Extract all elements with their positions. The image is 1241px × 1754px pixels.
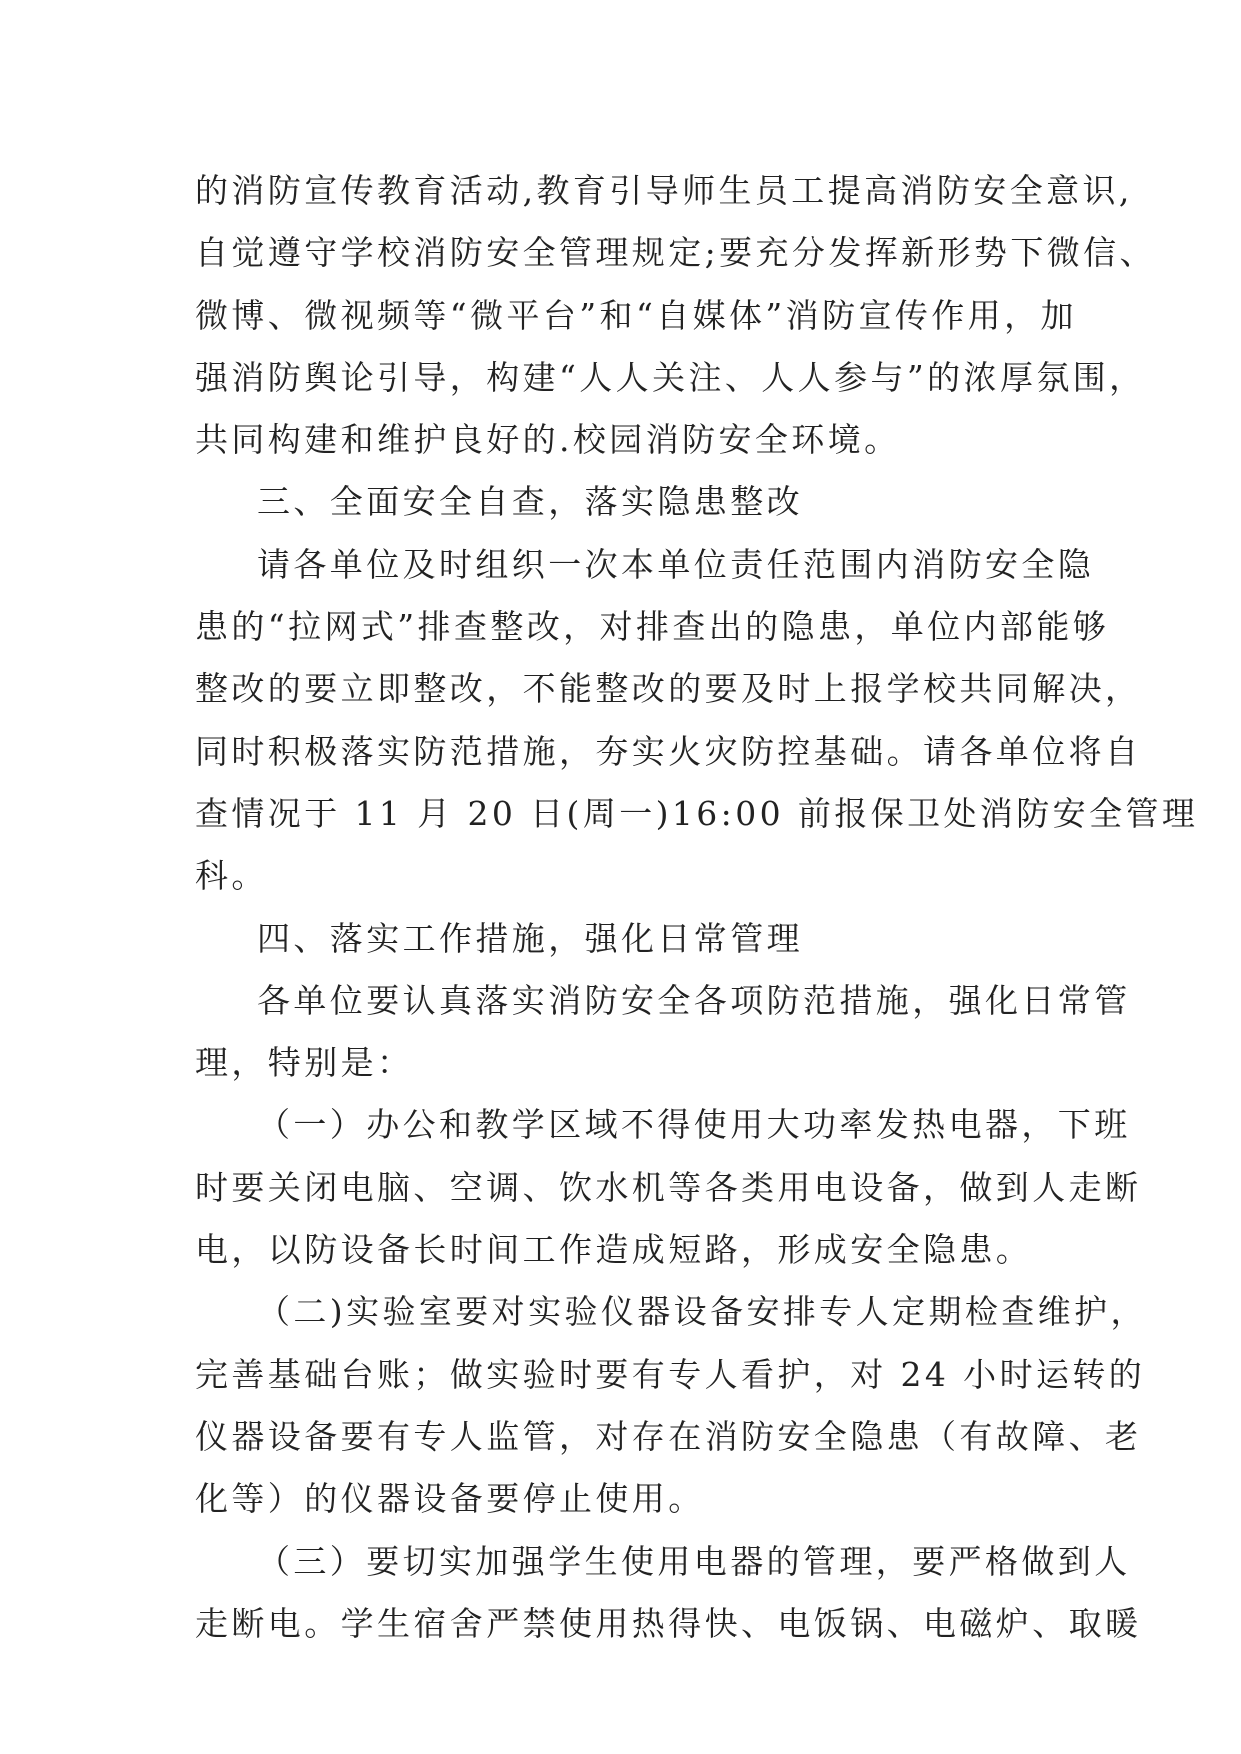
list-item-line: （一）办公和教学区域不得使用大功率发热电器，下班	[257, 1105, 1131, 1145]
paragraph-line: 各单位要认真落实消防安全各项防范措施，强化日常管	[257, 980, 1131, 1020]
list-item-line: 电，以防设备长时间工作造成短路，形成安全隐患。	[195, 1230, 1033, 1270]
list-item-line: 仪器设备要有专人监管，对存在消防安全隐患（有故障、老	[195, 1416, 1142, 1456]
list-item-line: （二)实验室要对实验仪器设备安排专人定期检查维护，	[257, 1292, 1147, 1332]
list-item-line: 走断电。学生宿舍严禁使用热得快、电饭锅、电磁炉、取暖	[195, 1603, 1142, 1643]
paragraph-line: 理，特别是：	[195, 1043, 414, 1083]
paragraph-line: 微博、微视频等“微平台”和“自媒体”消防宣传作用，加	[195, 295, 1077, 335]
paragraph-line: 请各单位及时组织一次本单位责任范围内消防安全隐	[257, 544, 1095, 584]
paragraph-line: 患的“拉网式”排查整改，对排查出的隐患，单位内部能够	[195, 607, 1110, 647]
paragraph-line: 强消防舆论引导，构建“人人关注、人人参与”的浓厚氛围，	[195, 357, 1146, 397]
section-heading: 三、全面安全自查，落实隐患整改	[257, 482, 803, 522]
paragraph-line: 整改的要立即整改，不能整改的要及时上报学校共同解决，	[195, 669, 1142, 709]
paragraph-line: 科。	[195, 856, 268, 896]
list-item-line: 时要关闭电脑、空调、饮水机等各类用电设备，做到人走断	[195, 1167, 1142, 1207]
paragraph-line: 同时积极落实防范措施，夯实火灾防控基础。请各单位将自	[195, 731, 1142, 771]
list-item-line: 化等）的仪器设备要停止使用。	[195, 1479, 705, 1519]
paragraph-line: 自觉遵守学校消防安全管理规定;要充分发挥新形势下微信、	[195, 233, 1156, 273]
list-item-line: 完善基础台账；做实验时要有专人看护，对 24 小时运转的	[195, 1354, 1146, 1394]
paragraph-line: 的消防宣传教育活动,教育引导师生员工提高消防安全意识,	[195, 171, 1133, 210]
body-text	[195, 160, 1199, 1655]
paragraph-line: 共同构建和维护良好的.校园消防安全环境。	[195, 420, 901, 460]
list-item-line: （三）要切实加强学生使用电器的管理，要严格做到人	[257, 1541, 1131, 1581]
paragraph-line: 查情况于 11 月 20 日(周一)16:00 前报保卫处消防安全管理	[195, 793, 1199, 833]
section-heading: 四、落实工作措施，强化日常管理	[257, 918, 803, 958]
